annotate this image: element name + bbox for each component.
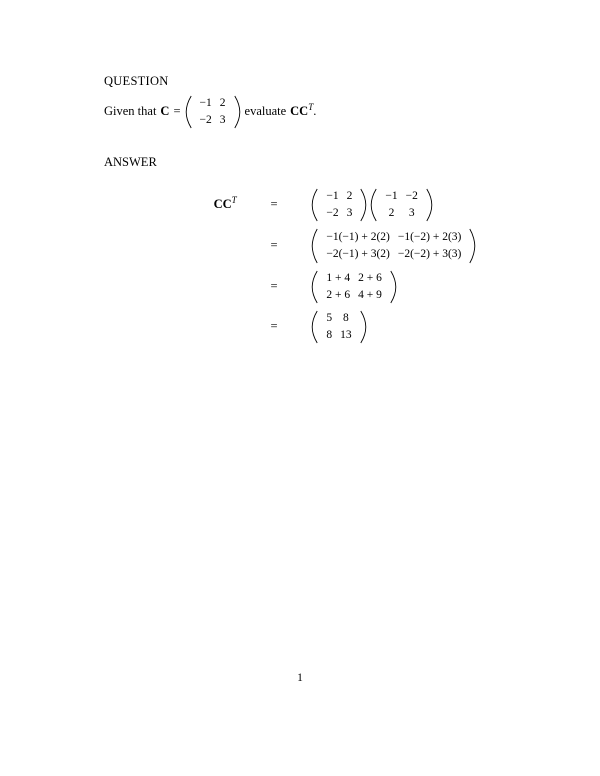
matrix-symbol-c: C	[160, 104, 170, 119]
sentence-period: .	[313, 104, 317, 119]
given-prefix-text: Given that	[104, 104, 157, 119]
matrix-c-display	[185, 95, 241, 129]
matrix-grid	[318, 187, 360, 222]
left-paren-icon	[311, 228, 318, 264]
matrix-cell: 2	[219, 97, 226, 110]
matrix-cell: 2 + 6	[358, 272, 382, 285]
matrix-cell: 3	[219, 113, 226, 126]
matrix-cell: −1(−2) + 2(3)	[397, 231, 462, 244]
relation-equals: =	[270, 197, 278, 212]
matrix-sums	[311, 270, 397, 304]
derivation-step-1	[311, 188, 433, 222]
given-equals-sign: =	[173, 104, 181, 119]
derivation-step-3	[311, 270, 397, 304]
matrix-grid	[318, 228, 469, 263]
derivation-step-4-result	[311, 310, 366, 344]
matrix-cell: −2(−2) + 3(3)	[397, 247, 462, 260]
matrix-cell: 4 + 9	[358, 288, 382, 301]
matrix-cell: 2	[388, 206, 395, 219]
matrix-cell: 2 + 6	[326, 288, 351, 301]
matrix-cell: 5	[326, 312, 333, 325]
derivation-block	[166, 188, 524, 344]
lhs-symbol: CC	[213, 197, 232, 212]
page-number: 1	[297, 672, 303, 684]
matrix-cell: 8	[342, 312, 349, 325]
relation-equals: =	[270, 319, 278, 334]
left-paren-icon	[311, 310, 318, 344]
matrix-c-grid	[192, 94, 234, 129]
right-paren-icon	[390, 270, 397, 304]
matrix-cell: −1	[199, 97, 212, 110]
matrix-cell: 8	[326, 328, 333, 341]
matrix-cell: −2	[326, 206, 339, 219]
right-paren-icon	[426, 188, 433, 222]
matrix-cell: −2(−1) + 3(2)	[326, 247, 390, 260]
matrix-grid	[318, 309, 359, 344]
question-heading: QUESTION	[104, 74, 169, 88]
matrix-cell: −2	[405, 190, 418, 203]
answer-heading: ANSWER	[104, 154, 157, 169]
matrix-cell: 3	[346, 206, 353, 219]
document-content	[104, 72, 524, 344]
relation-equals: =	[270, 238, 278, 253]
evaluate-target	[290, 104, 316, 119]
matrix-cell: 2	[346, 190, 353, 203]
matrix-cell: −2	[199, 113, 212, 126]
left-paren-icon	[311, 188, 318, 222]
matrix-cell: 3	[408, 206, 415, 219]
right-paren-icon	[234, 95, 241, 129]
matrix-expanded-products	[311, 228, 476, 264]
right-paren-icon	[360, 188, 367, 222]
matrix-c	[311, 188, 367, 222]
matrix-cell: 1 + 4	[326, 272, 351, 285]
matrix-cell: 13	[340, 328, 352, 341]
matrix-c-transpose	[370, 188, 433, 222]
given-statement	[104, 95, 524, 129]
matrix-cell: −1(−1) + 2(2)	[326, 231, 390, 244]
right-paren-icon	[360, 310, 367, 344]
left-paren-icon	[185, 95, 192, 129]
matrix-grid	[318, 269, 390, 304]
right-paren-icon	[469, 228, 476, 264]
matrix-cell: −1	[385, 190, 398, 203]
evaluate-symbol: CC	[290, 104, 309, 119]
matrix-cell: −1	[326, 190, 339, 203]
matrix-grid	[377, 187, 426, 222]
left-paren-icon	[311, 270, 318, 304]
lhs-transpose-superscript: T	[231, 195, 237, 206]
transpose-superscript: T	[308, 102, 314, 113]
matrix-result	[311, 310, 366, 344]
derivation-step-2	[311, 228, 476, 264]
given-evaluate-text: evaluate	[244, 104, 287, 119]
relation-equals: =	[270, 279, 278, 294]
left-paren-icon	[370, 188, 377, 222]
derivation-lhs	[214, 197, 247, 212]
